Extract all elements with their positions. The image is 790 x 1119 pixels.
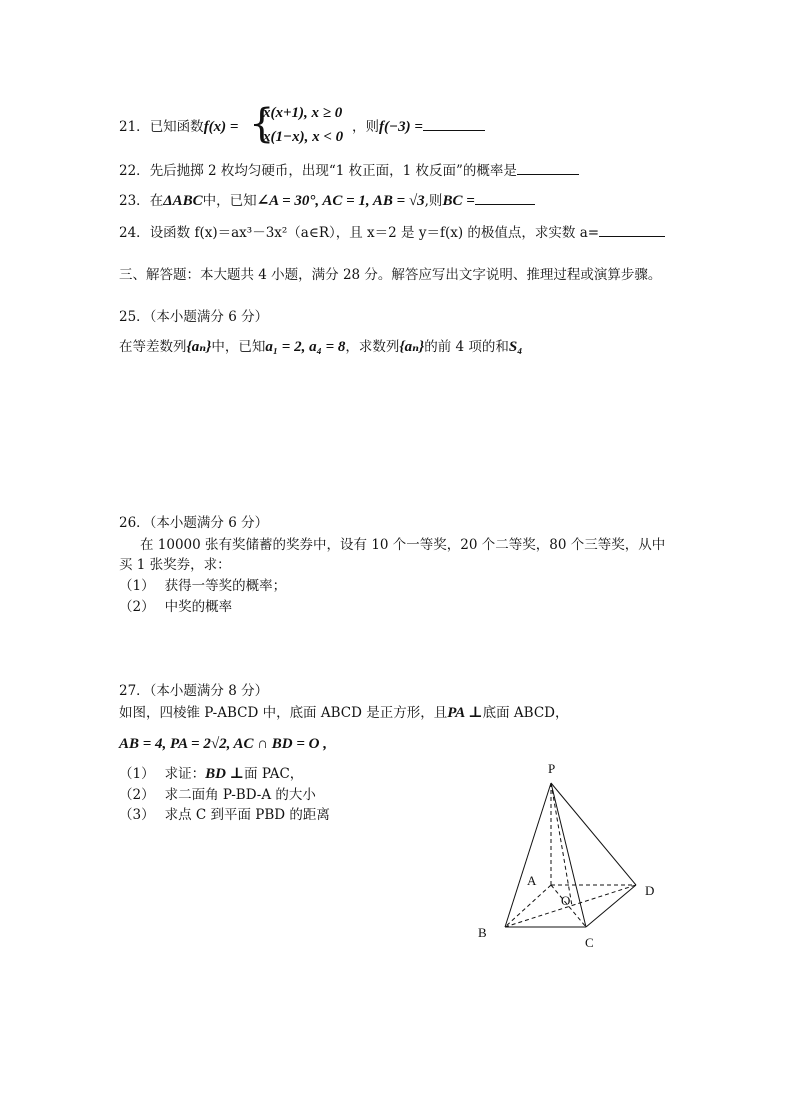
q24-number: 24．: [119, 225, 150, 241]
label-D: D: [645, 883, 655, 898]
q23-ask: BC =: [442, 193, 475, 209]
q21-lhs: f(x) =: [203, 119, 239, 135]
label-P: P: [548, 761, 556, 776]
q27-l1b: 底面 ABCD，: [482, 705, 569, 721]
q27-item-2-num: （2）: [119, 787, 155, 803]
q25-header: 25．（本小题满分 6 分）: [119, 309, 269, 325]
q21-mid: ，则: [352, 119, 379, 135]
diagonal-BD: [505, 885, 636, 927]
q21-number: 21．: [119, 119, 150, 135]
label-C: C: [585, 935, 594, 950]
q21-text: 已知函数: [149, 119, 204, 135]
q25-condition: a₁ = 2, a₄ = 8: [265, 339, 346, 355]
label-B: B: [478, 925, 487, 940]
q26-item-1-num: （1）: [119, 578, 155, 594]
q27-item-1-pre: 求证：: [164, 766, 206, 782]
q25-t4: 的前 4 项的和: [424, 339, 509, 355]
q23-triangle: ΔABC: [163, 193, 203, 209]
q23-condition: ∠A = 30°, AC = 1, AB = √3: [256, 193, 425, 209]
q27-item-1-text: 面 PAC，: [244, 766, 304, 782]
q24-text: 设函数 f(x)＝ax³－3x²（a∈R），且 x＝2 是 y＝f(x) 的极值点，求实数 a=: [149, 225, 600, 241]
q23-t3: ,则: [424, 193, 443, 209]
q26-line-1: 在 10000 张有奖储蓄的奖券中，设有 10 个一等奖，20 个二等奖，80 个三等奖，从中: [140, 537, 666, 553]
q27-l1a: 如图，四棱锥 P-ABCD 中，底面 ABCD 是正方形，且: [119, 705, 448, 721]
q27-item-3-num: （3）: [119, 807, 155, 823]
q26-header: 26．（本小题满分 6 分）: [119, 515, 269, 531]
q23-number: 23．: [119, 193, 150, 209]
q27-header: 27．（本小题满分 8 分）: [119, 683, 269, 699]
q27-pa-perp: PA ⊥: [447, 705, 483, 721]
q27-line-2: AB = 4, PA = 2√2, AC ∩ BD = O ,: [119, 736, 328, 752]
q25-sum: S₄: [508, 339, 523, 355]
label-O: O: [561, 893, 571, 908]
q26-item-2-num: （2）: [119, 599, 155, 615]
q21-case-2: x(1−x), x < 0: [263, 129, 344, 145]
q22-text: 先后抛掷 2 枚均匀硬币，出现“1 枚正面，1 枚反面”的概率是: [149, 163, 517, 179]
q25-sequence: {aₙ}: [186, 339, 212, 355]
q25-t3: ，求数列: [345, 339, 400, 355]
edge-CD: [586, 885, 636, 927]
piecewise-brace: {: [249, 101, 275, 147]
q27-item-1-bd: BD ⊥: [205, 766, 245, 782]
q22-number: 22．: [119, 163, 150, 179]
q25-sequence-2: {aₙ}: [399, 339, 425, 355]
q27-item-1-num: （1）: [119, 766, 155, 782]
section-3-heading: 三、解答题：本大题共 4 小题，满分 28 分。解答应写出文字说明、推理过程或演算步骤。: [119, 267, 662, 283]
q23-t2: 中，已知: [202, 193, 257, 209]
q21-ask: f(−3) =: [379, 119, 423, 135]
q23-t1: 在: [149, 193, 164, 209]
q25-t1: 在等差数列: [119, 339, 187, 355]
segment-PO: [551, 783, 572, 906]
q25-t2: 中，已知: [211, 339, 266, 355]
q27-item-3-text: 求点 C 到平面 PBD 的距离: [164, 807, 330, 823]
q26-line-2: 买 1 张奖券，求：: [119, 557, 231, 573]
q21-case-1: x(x+1), x ≥ 0: [263, 105, 343, 121]
q27-item-2-text: 求二面角 P-BD-A 的大小: [164, 787, 316, 803]
q26-item-1-text: 获得一等奖的概率；: [164, 578, 287, 594]
label-A: A: [527, 873, 537, 888]
q26-item-2-text: 中奖的概率: [164, 599, 233, 615]
